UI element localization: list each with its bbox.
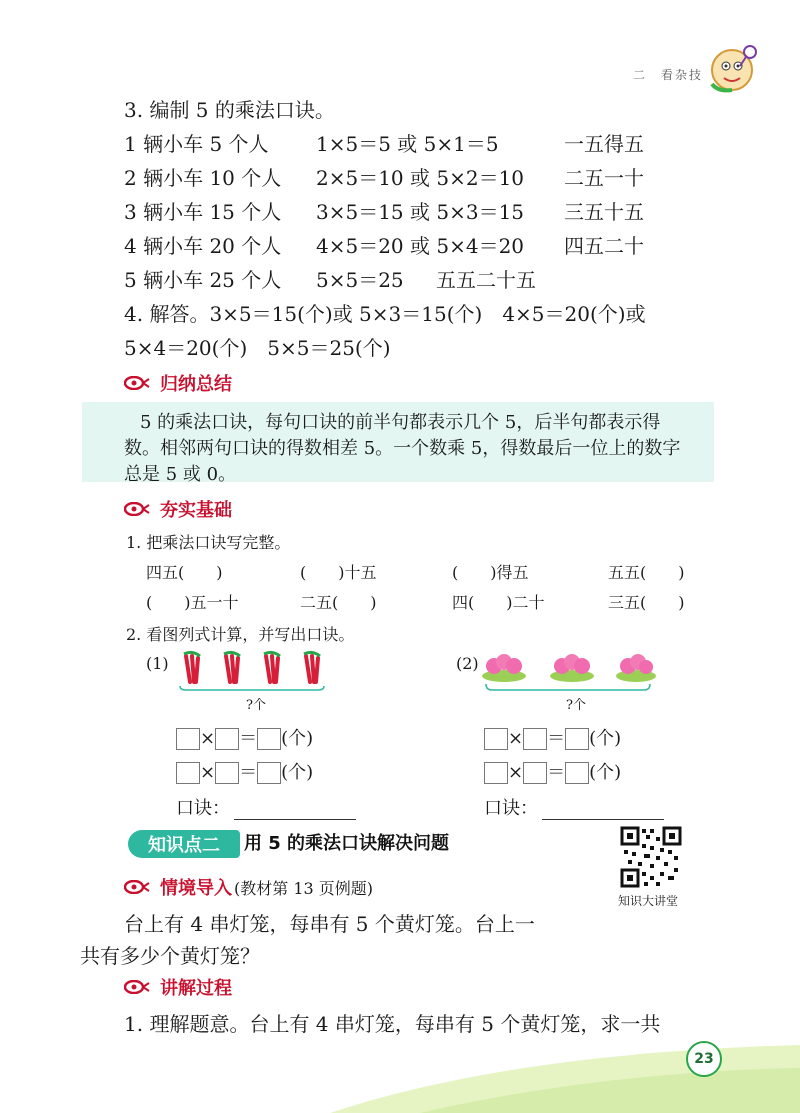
answer-box[interactable] [523,728,547,750]
pic1-equation1 [176,724,313,750]
fill-2-4[interactable]: 三五( ) [608,593,685,612]
row3-left: 3 辆小车 15 个人 [124,200,282,224]
eye-marker-icon [124,376,150,390]
pic2-equation1 [484,724,621,750]
eye-marker-icon [124,502,150,516]
rhyme-label: 口诀： [176,798,230,819]
answer-box[interactable] [484,728,508,750]
times-sign: × [200,762,216,783]
row3-rhyme: 三五十五 [564,200,644,224]
row2-formula: 2×5＝10 或 5×2＝10 [316,166,525,190]
fill-2-3[interactable]: 四( )二十 [452,593,545,612]
row1-formula: 1×5＝5 或 5×1＝5 [316,132,499,156]
row4-rhyme: 四五二十 [564,234,644,258]
section3-title: 3. 编制 5 的乘法口诀。 [124,98,335,122]
pepper-bundles-image [172,650,332,692]
fill-1-4[interactable]: 五五( ) [608,563,685,582]
section4-line1: 4. 解答。3×5＝15(个)或 5×3＝15(个) 4×5＝20(个)或 [124,302,646,326]
answer-box[interactable] [257,762,281,784]
basics-heading-text: 夯实基础 [160,500,232,521]
pic1-question: ?个 [246,698,266,713]
answer-box[interactable] [176,762,200,784]
row5-rhyme: 五五二十五 [436,268,536,292]
answer-box[interactable] [257,728,281,750]
row5-left: 5 辆小车 25 个人 [124,268,282,292]
fill-2-1[interactable]: ( )五一十 [146,593,239,612]
situation-heading-text: 情境导入 [160,878,232,899]
summary-line1: 5 的乘法口诀，每句口诀的前半句都表示几个 5，后半句都表示得 [140,412,661,433]
unit-label: (个) [589,728,622,749]
fill-1-2[interactable]: ( )十五 [300,563,377,582]
rhyme-blank[interactable] [234,818,356,820]
summary-line3: 总是 5 或 0。 [124,464,237,485]
fill-1-1[interactable]: 四五( ) [146,563,223,582]
pic2-rhyme-line [484,794,664,820]
answer-box[interactable] [484,762,508,784]
equals-sign: ＝ [239,728,258,749]
row3-formula: 3×5＝15 或 5×3＝15 [316,200,525,224]
qr-caption: 知识大讲堂 [618,894,679,908]
situation-line1: 台上有 4 串灯笼，每串有 5 个黄灯笼。台上一 [124,912,535,936]
times-sign: × [508,728,524,749]
bottom-wave-decoration [0,1040,800,1113]
summary-line2: 数。相邻两句口诀的得数相差 5。一个数乘 5，得数最后一位上的数字 [124,438,681,459]
answer-box[interactable] [176,728,200,750]
situation-line2: 共有多少个黄灯笼？ [80,944,260,968]
basics-q1: 1. 把乘法口诀写完整。 [126,533,291,552]
row2-left: 2 辆小车 10 个人 [124,166,282,190]
unit-label: (个) [281,728,314,749]
peach-plates-image [480,650,660,692]
answer-box[interactable] [565,728,589,750]
fill-1-3[interactable]: ( )得五 [452,563,529,582]
explain-heading [124,974,232,1000]
answer-box[interactable] [215,728,239,750]
pic2-label: (2) [456,654,479,673]
answer-box[interactable] [523,762,547,784]
row4-left: 4 辆小车 20 个人 [124,234,282,258]
knowledge-point-title: 用 5 的乘法口诀解决问题 [244,833,450,854]
row4-formula: 4×5＝20 或 5×4＝20 [316,234,525,258]
summary-heading-text: 归纳总结 [160,374,232,395]
equals-sign: ＝ [547,728,566,749]
pic1-rhyme-line [176,794,356,820]
row5-formula: 5×5＝25 [316,268,404,292]
chapter-header: 二 看杂技 [633,68,704,82]
pic1-label: (1) [146,654,169,673]
eye-marker-icon [124,880,150,894]
explain-line1: 1. 理解题意。台上有 4 串灯笼，每串有 5 个黄灯笼，求一共 [124,1012,661,1036]
equals-sign: ＝ [239,762,258,783]
times-sign: × [200,728,216,749]
pic1-equation2 [176,758,313,784]
answer-box[interactable] [215,762,239,784]
qr-code-icon[interactable] [620,826,682,888]
row1-rhyme: 一五得五 [564,132,644,156]
section4-line2: 5×4＝20(个) 5×5＝25(个) [124,336,391,360]
pic2-question: ?个 [566,698,586,713]
equals-sign: ＝ [547,762,566,783]
fill-2-2[interactable]: 二五( ) [300,593,377,612]
situation-heading [124,874,373,900]
row1-left: 1 辆小车 5 个人 [124,132,269,156]
situation-reference: (教材第 13 页例题) [234,878,374,898]
row2-rhyme: 二五一十 [564,166,644,190]
basics-heading [124,496,232,522]
basics-q2: 2. 看图列式计算，并写出口诀。 [126,625,355,644]
explain-heading-text: 讲解过程 [160,978,232,999]
summary-heading [124,370,232,396]
mascot-icon [708,40,764,94]
eye-marker-icon [124,980,150,994]
answer-box[interactable] [565,762,589,784]
rhyme-label: 口诀： [484,798,538,819]
knowledge-point-badge: 知识点二 [128,830,240,858]
page-number: 23 [686,1041,722,1077]
unit-label: (个) [589,762,622,783]
unit-label: (个) [281,762,314,783]
rhyme-blank[interactable] [542,818,664,820]
times-sign: × [508,762,524,783]
pic2-equation2 [484,758,621,784]
